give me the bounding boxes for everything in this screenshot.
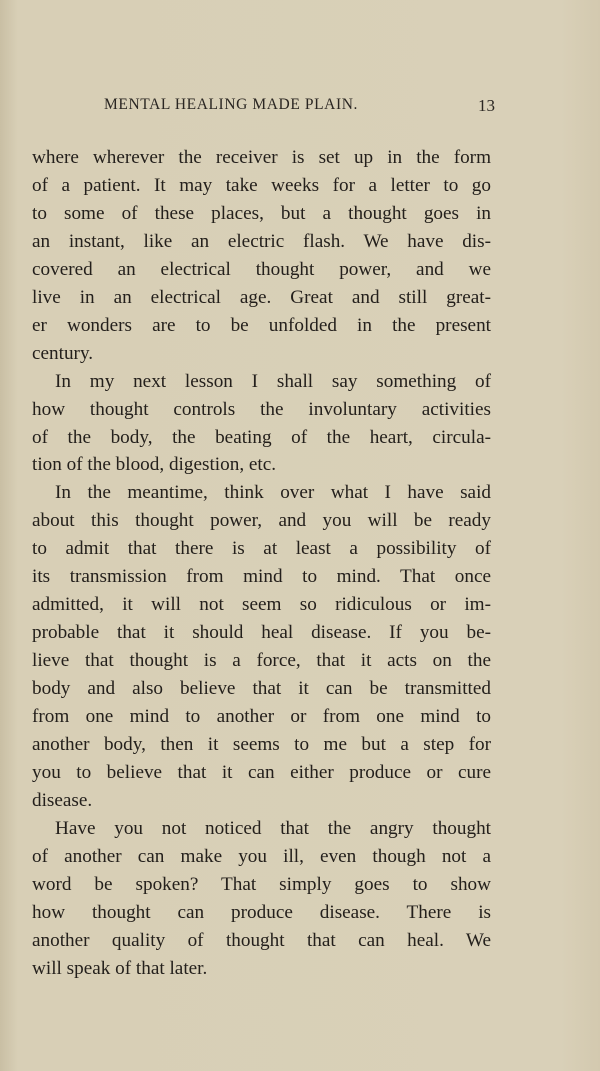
- text-line: word be spoken? That simply goes to show: [32, 873, 491, 895]
- text-line: to some of these places, but a thought goes in: [32, 202, 491, 224]
- text-line: where wherever the receiver is set up in the form: [32, 147, 491, 168]
- text-line: lieve that thought is a force, that it acts on the: [32, 650, 491, 672]
- text-line: its transmission from mind to mind. That once: [32, 566, 491, 588]
- running-head: MENTAL HEALING MADE PLAIN.: [104, 96, 359, 113]
- paragraph-3: [32, 479, 491, 814]
- paragraph-1: [32, 144, 491, 368]
- text-line: er wonders are to be unfolded in the present: [32, 314, 491, 336]
- text-line: Have you not noticed that the angry thought: [55, 817, 491, 839]
- paragraph-4: [32, 815, 491, 983]
- text-line: century.: [32, 342, 94, 364]
- page-header: [0, 96, 600, 120]
- text-line: how thought controls the involuntary activities: [32, 398, 491, 420]
- paragraph-2: [32, 368, 491, 480]
- text-line: probable that it should heal disease. If you be-: [32, 622, 491, 644]
- text-line: admitted, it will not seem so ridiculous or im-: [32, 594, 491, 616]
- text-line: tion of the blood, digestion, etc.: [32, 454, 277, 476]
- body-text: [32, 144, 491, 983]
- text-line: covered an electrical thought power, and we: [32, 258, 491, 280]
- text-line: of the body, the beating of the heart, circula-: [32, 426, 491, 448]
- text-line: In my next lesson I shall say something of: [55, 370, 491, 392]
- text-line: another body, then it seems to me but a step for: [32, 734, 491, 756]
- page-number: 13: [478, 96, 495, 115]
- text-line: of another can make you ill, even though not a: [32, 845, 491, 867]
- text-line: disease.: [32, 789, 93, 811]
- text-line: will speak of that later.: [32, 957, 208, 979]
- text-line: how thought can produce disease. There is: [32, 901, 491, 923]
- text-line: another quality of thought that can heal. We: [32, 929, 491, 951]
- text-line: of a patient. It may take weeks for a letter to go: [32, 174, 491, 196]
- text-line: In the meantime, think over what I have said: [55, 482, 491, 504]
- text-line: an instant, like an electric flash. We have dis-: [32, 230, 491, 252]
- text-line: you to believe that it can either produce or cure: [32, 761, 491, 783]
- text-line: body and also believe that it can be transmitted: [32, 678, 491, 700]
- text-line: live in an electrical age. Great and still great-: [32, 286, 491, 308]
- text-line: to admit that there is at least a possibility of: [32, 538, 491, 560]
- text-line: from one mind to another or from one mind to: [32, 706, 491, 728]
- text-line: about this thought power, and you will be ready: [32, 510, 491, 532]
